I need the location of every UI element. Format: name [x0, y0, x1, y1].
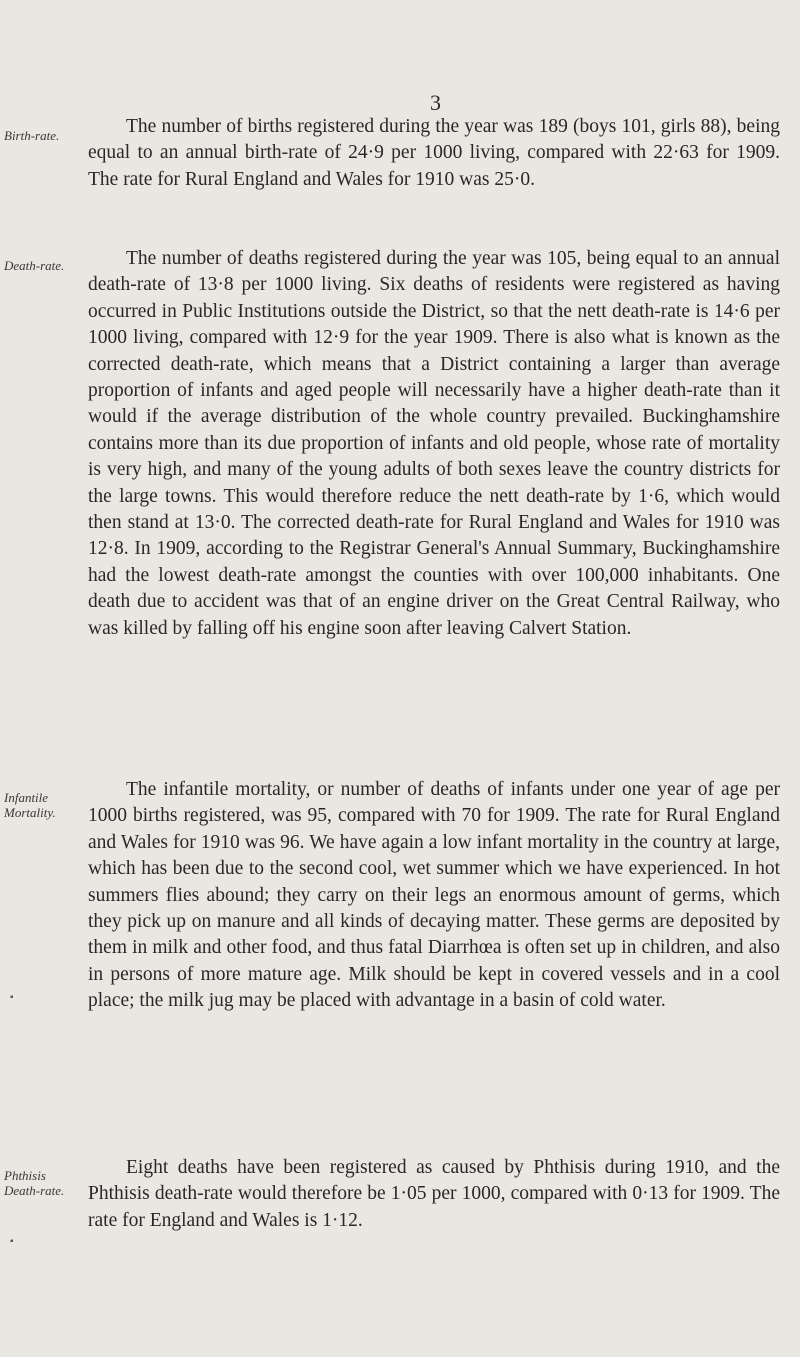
paragraph-death-rate: The number of deaths registered during the year was 105, being equal to an annual death-rate of 13·8 per 1000 living. Six deaths of residents were registered as having occurred in Public Institutions outside the District, so that the nett death-rate is 14·6 per 1000 living, compared with 12·9 for the year 1909. There is also what is known as the corrected death-rate, which means that a District containing a larger than average proportion of infants and aged people will necessarily have a higher death-rate than it would if the average distribution of the whole country prevailed. Buckinghamshire contains more than its due proportion of infants and old people, whose rate of mortality is very high, and many of the young adults of both sexes leave the country districts for the large towns. This would therefore reduce the nett death-rate by 1·6, which would then stand at 13·0. The corrected death-rate for Rural England and Wales for 1910 was 12·8. In 1909, according to the Registrar General's Annual Summary, Buckinghamshire had the lowest death-rate amongst the counties with over 100,000 inhabitants. One death due to accident was that of an engine driver on the Great Central Railway, who was killed by falling off his engine soon after leaving Calvert Station.	[88, 248, 780, 639]
page-number: 3	[430, 90, 441, 115]
paragraph-phthisis-death-rate: Eight deaths have been registered as caused by Phthisis during 1910, and the Phthisis death-rate would therefore be 1·05 per 1000, compared with 0·13 for 1909. The rate for England and Wales is 1·12.	[88, 1157, 780, 1231]
paragraph-birth-rate: The number of births registered during the year was 189 (boys 101, girls 88), being equal to an annual birth-rate of 24·9 per 1000 living, compared with 22·63 for 1909. The rate for Rural England and Wales for 1910 was 25·0.	[88, 116, 780, 190]
margin-label-infantile-line2: Mortality.	[4, 805, 56, 820]
margin-speck: ▪	[10, 992, 14, 1003]
margin-label-phthisis-line2: Death-rate.	[4, 1183, 65, 1198]
margin-label-phthisis-line1: Phthisis	[4, 1168, 46, 1183]
paragraph-infantile-mortality: The infantile mortality, or number of deaths of infants under one year of age per 1000 births registered, was 95, compared with 70 for 1909. The rate for Rural England and Wales for 1910 was 96. We have again a low infant mortality in the country at large, which has been due to the second cool, wet summer which we have experienced. In hot summers flies abound; they carry on their legs an enormous amount of germs, which they pick up on manure and all kinds of decaying matter. These germs are deposited by them in milk and other food, and thus fatal Diarrhœa is often set up in children, and also in persons of more mature age. Milk should be kept in covered vessels and in a cool place; the milk jug may be placed with advantage in a basin of cold water.	[88, 779, 780, 1012]
margin-label-death-rate: Death-rate.	[4, 258, 65, 273]
margin-speck: ▪	[10, 1236, 14, 1247]
margin-label-infantile-line1: Infantile	[4, 790, 49, 805]
margin-label-birth-rate: Birth-rate.	[4, 128, 60, 143]
